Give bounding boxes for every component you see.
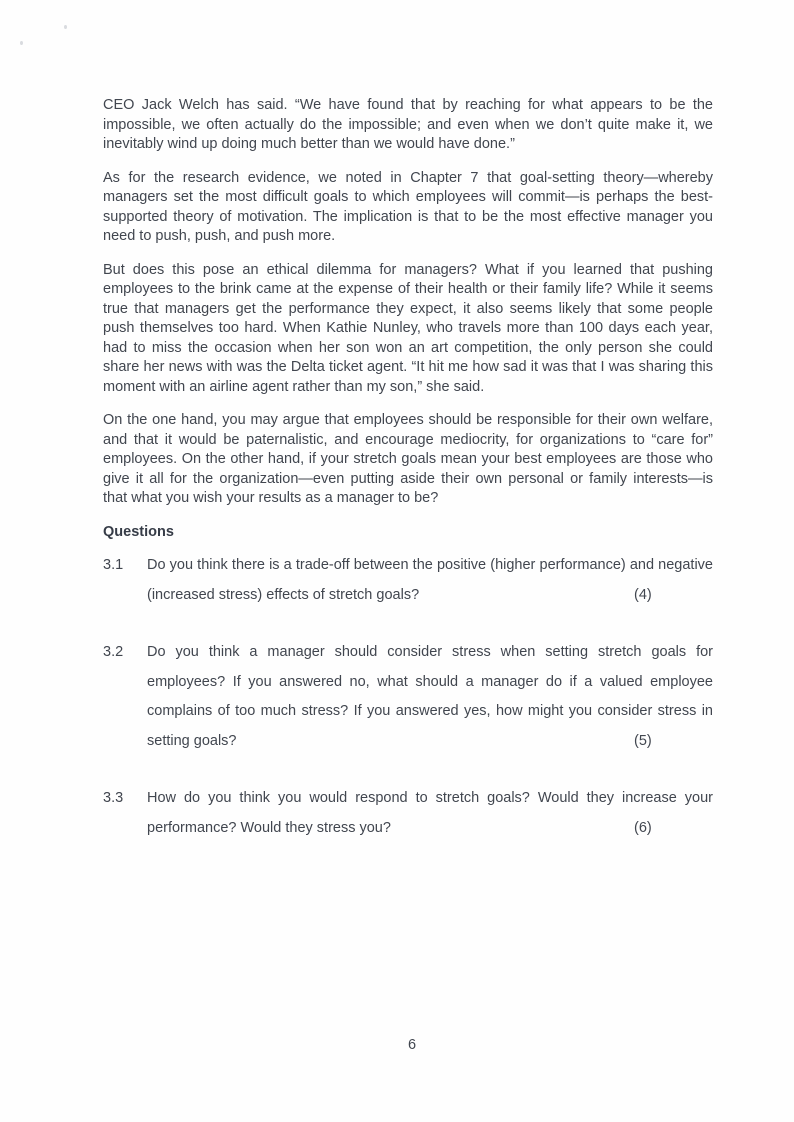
question-number: 3.1	[103, 557, 124, 573]
question-number: 3.2	[103, 644, 124, 660]
scan-artifact	[64, 25, 67, 29]
question-item	[103, 784, 713, 843]
question-item	[103, 638, 713, 756]
page-number: 6	[407, 1037, 417, 1053]
question-item	[103, 551, 713, 610]
question-marks: (6)	[634, 819, 652, 836]
question-text: Do you think there is a trade-off between the positive (higher performance) and negative (increased stress) effects of stretch goals?	[147, 557, 713, 603]
page-content	[103, 96, 713, 871]
scan-artifact	[20, 41, 23, 45]
question-body	[147, 551, 713, 610]
question-body	[147, 784, 713, 843]
paragraph-ethical-dilemma: But does this pose an ethical dilemma for managers? What if you learned that pushing employees to the brink came at the expense of their health or their family life? While it seems true that managers get the performance they expect, it also seems likely that some people push themselves too hard. When Kathie Nunley, who travels more than 100 days each year, had to miss the occasion when her son won an art competition, the only person she could share her news with was the Delta ticket agent. “It hit me how sad it was that I was sharing this moment with an airline agent rather than my son,” she said.	[103, 261, 713, 395]
question-marks: (4)	[634, 586, 652, 603]
question-text: Do you think a manager should consider stress when setting stretch goals for employees? If you answered no, what should a manager do if a valued employee complains of too much stress? If you answered yes, how might you consider stress in setting goals?	[147, 644, 713, 749]
question-body	[147, 638, 713, 756]
paragraph-research-evidence: As for the research evidence, we noted in Chapter 7 that goal-setting theory—whereby managers set the most difficult goals to which employees will commit—is perhaps the best-supported theory of motivation. The implication is that to be the most effective manager you need to push, push, and push more.	[103, 169, 713, 244]
questions-heading: Questions	[103, 523, 174, 540]
question-text: How do you think you would respond to stretch goals? Would they increase your performance? Would they stress you?	[147, 790, 713, 836]
paragraph-one-hand: On the one hand, you may argue that employees should be responsible for their own welfare, and that it would be paternalistic, and encourage mediocrity, for organizations to “care for” employees. On the other hand, if your stretch goals mean your best employees are those who give it all for the organization—even putting aside their own personal or family interests—is that what you wish your results as a manager to be?	[103, 412, 713, 506]
question-marks: (5)	[634, 732, 652, 749]
paragraph-welch-quote: CEO Jack Welch has said. “We have found that by reaching for what appears to be the impossible, we often actually do the impossible; and even when we don’t quite make it, we inevitably wind up doing much better than we would have done.”	[103, 97, 713, 152]
question-number: 3.3	[103, 790, 124, 806]
